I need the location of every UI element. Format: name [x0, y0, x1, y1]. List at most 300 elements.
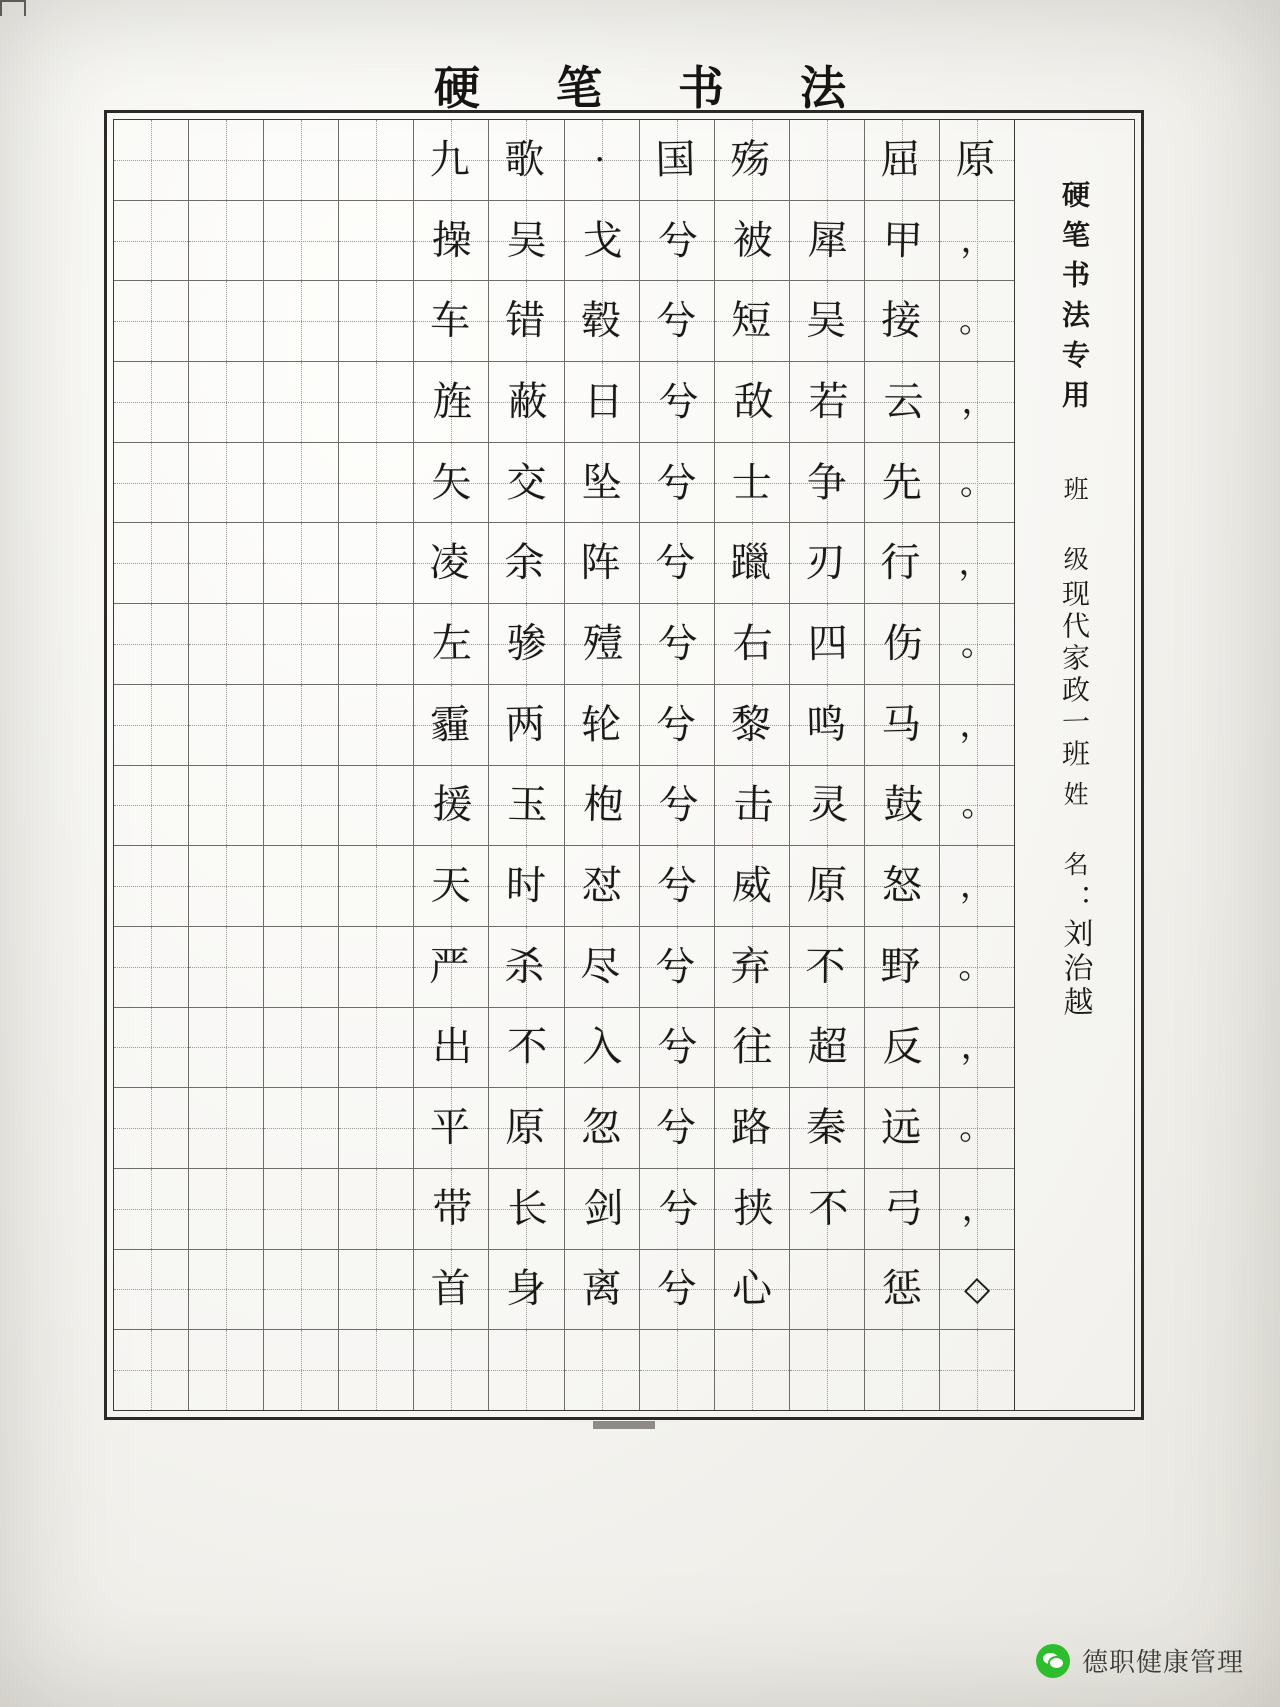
handwritten-character: 援 — [432, 781, 474, 829]
grid-cell — [790, 766, 864, 847]
grid-cell — [414, 766, 488, 847]
grid-cell — [640, 1169, 714, 1250]
grid-cell — [264, 120, 338, 201]
handwritten-character: ， — [960, 1027, 995, 1068]
handwritten-character: 兮 — [654, 540, 696, 587]
handwritten-character: 甲 — [882, 217, 924, 265]
handwritten-character: 蔽 — [507, 378, 549, 426]
grid-cell — [565, 201, 639, 282]
grid-cell — [489, 1008, 563, 1089]
grid-cell — [339, 1088, 413, 1169]
grid-cell — [189, 120, 263, 201]
grid-cell — [940, 685, 1014, 766]
handwritten-character: 弃 — [729, 943, 771, 990]
grid-cell — [865, 766, 939, 847]
handwritten-character: 右 — [732, 620, 773, 668]
grid-cell — [640, 604, 714, 685]
grid-cell — [715, 362, 789, 443]
grid-cell — [865, 927, 939, 1008]
grid-cell — [640, 685, 714, 766]
grid-cell — [489, 1088, 563, 1169]
handwritten-character: 矢 — [431, 459, 472, 506]
grid-cell — [339, 201, 413, 282]
grid-cell — [264, 1330, 338, 1410]
bottom-registration-tick — [593, 1421, 655, 1429]
grid-column — [263, 120, 338, 1410]
grid-cell — [940, 1250, 1014, 1331]
grid-cell — [264, 685, 338, 766]
handwritten-character: ， — [958, 543, 993, 584]
grid-cell — [489, 927, 563, 1008]
handwritten-character: 尽 — [579, 943, 621, 990]
grid-cell — [489, 281, 563, 362]
grid-cell — [940, 201, 1014, 282]
page-title: 硬 笔 书 法 — [433, 61, 877, 115]
sheet-header-column — [1014, 120, 1134, 1410]
handwritten-character: 原 — [505, 1104, 546, 1152]
grid-cell — [489, 362, 563, 443]
grid-cell — [865, 1330, 939, 1410]
handwritten-character: 兮 — [657, 1024, 698, 1071]
grid-cell — [565, 281, 639, 362]
grid-cell — [715, 766, 789, 847]
handwritten-character: 鸣 — [805, 701, 847, 749]
grid-cell — [414, 362, 488, 443]
grid-cell — [414, 1169, 488, 1250]
grid-cell — [640, 523, 714, 604]
handwritten-character: 杀 — [504, 943, 546, 990]
grid-cell — [715, 1088, 789, 1169]
grid-cell — [715, 1250, 789, 1331]
name-label: 姓 名 — [1060, 781, 1090, 884]
grid-cell — [114, 281, 188, 362]
handwritten-character: 伤 — [882, 620, 924, 668]
handwritten-character: 忽 — [580, 1104, 621, 1152]
grid-cell — [414, 443, 488, 524]
handwritten-character: 兮 — [656, 459, 697, 506]
grid-cell — [114, 1169, 188, 1250]
handwritten-character: 兮 — [657, 620, 698, 668]
grid-cell — [264, 281, 338, 362]
grid-cell — [865, 1088, 939, 1169]
handwritten-character: 刃 — [805, 540, 846, 587]
grid-cell — [790, 201, 864, 282]
handwritten-character: 兮 — [658, 378, 699, 426]
grid-cell — [565, 766, 639, 847]
grid-cell — [940, 1088, 1014, 1169]
handwritten-character: 兮 — [656, 862, 697, 910]
grid-cell — [414, 1008, 488, 1089]
handwritten-character: 殪 — [582, 620, 623, 668]
grid-cell — [339, 523, 413, 604]
handwritten-character: 霾 — [430, 701, 472, 749]
grid-cell — [114, 362, 188, 443]
handwritten-character: 超 — [807, 1024, 848, 1071]
grid-cell — [715, 604, 789, 685]
grid-cell — [940, 766, 1014, 847]
grid-cell — [489, 443, 563, 524]
grid-cell — [640, 120, 714, 201]
handwritten-character: 剑 — [582, 1185, 624, 1233]
grid-cell — [114, 685, 188, 766]
grid-cell — [790, 362, 864, 443]
handwritten-character: 左 — [431, 620, 473, 668]
handwritten-character: 长 — [507, 1185, 549, 1233]
handwritten-character: 。 — [959, 462, 994, 503]
grid-cell — [940, 927, 1014, 1008]
handwritten-character: 。 — [958, 300, 994, 342]
grid-cell — [114, 766, 188, 847]
grid-cell — [715, 685, 789, 766]
grid-cell — [790, 927, 864, 1008]
handwritten-character: 坠 — [581, 459, 622, 506]
handwritten-character: 先 — [881, 459, 922, 506]
handwritten-character: 平 — [430, 1104, 471, 1152]
grid-cell — [715, 201, 789, 282]
grid-cell — [189, 766, 263, 847]
grid-cell — [189, 1250, 263, 1331]
handwritten-character: 兮 — [657, 781, 699, 829]
grid-cell — [189, 281, 263, 362]
handwritten-character: 犀 — [807, 217, 849, 265]
grid-cell — [414, 927, 488, 1008]
grid-cell — [189, 685, 263, 766]
grid-cell — [565, 362, 639, 443]
handwritten-character: 错 — [505, 297, 547, 345]
grid-cell — [790, 1008, 864, 1089]
grid-cell — [189, 927, 263, 1008]
grid-cell — [640, 927, 714, 1008]
grid-cell — [489, 523, 563, 604]
grid-cell — [114, 201, 188, 282]
handwritten-character: 怼 — [581, 862, 622, 910]
grid-cell — [940, 120, 1014, 201]
grid-cell — [940, 443, 1014, 524]
handwritten-character: 行 — [880, 540, 921, 587]
grid-cell — [339, 766, 413, 847]
grid-cell — [640, 362, 714, 443]
grid-cell — [414, 120, 488, 201]
grid-cell — [189, 846, 263, 927]
grid-cell — [715, 1008, 789, 1089]
handwritten-character: 出 — [432, 1024, 473, 1071]
wechat-icon — [1036, 1644, 1070, 1678]
handwritten-character: 接 — [880, 297, 922, 345]
grid-cell — [414, 685, 488, 766]
grid-cell — [339, 281, 413, 362]
grid-cell — [565, 1330, 639, 1410]
grid-cell — [339, 685, 413, 766]
grid-cell — [565, 523, 639, 604]
grid-cell — [264, 1088, 338, 1169]
grid-cell — [790, 1250, 864, 1331]
handwritten-character: ， — [959, 865, 995, 907]
character-grid — [114, 120, 1014, 1410]
grid-cell — [640, 281, 714, 362]
grid-cell — [865, 362, 939, 443]
grid-cell — [865, 846, 939, 927]
grid-cell — [114, 523, 188, 604]
handwritten-character: 。 — [958, 1107, 994, 1149]
grid-cell — [114, 604, 188, 685]
grid-cell — [189, 362, 263, 443]
grid-cell — [565, 443, 639, 524]
grid-cell — [339, 927, 413, 1008]
grid-cell — [790, 1088, 864, 1169]
grid-cell — [189, 443, 263, 524]
grid-cell — [264, 846, 338, 927]
grid-cell — [715, 846, 789, 927]
writing-sheet-frame — [104, 110, 1144, 1420]
grid-cell — [339, 1330, 413, 1410]
grid-column — [338, 120, 413, 1410]
grid-cell — [489, 201, 563, 282]
grid-column — [714, 120, 789, 1410]
handwritten-character: 秦 — [805, 1104, 847, 1152]
grid-cell — [114, 1250, 188, 1331]
handwritten-character: 殇 — [729, 136, 771, 184]
handwritten-character: 挟 — [732, 1185, 774, 1233]
handwritten-character: 轮 — [580, 701, 622, 749]
grid-cell — [790, 1330, 864, 1410]
handwritten-character: 毂 — [580, 297, 622, 345]
handwritten-character: 敌 — [733, 378, 774, 426]
grid-cell — [339, 362, 413, 443]
grid-cell — [940, 604, 1014, 685]
handwritten-character: 骖 — [506, 620, 548, 668]
grid-cell — [114, 1330, 188, 1410]
handwritten-character: 身 — [505, 1266, 548, 1313]
footer-label: 德职健康管理 — [1081, 1648, 1244, 1678]
grid-cell — [264, 362, 338, 443]
handwritten-character: ◇ — [963, 1269, 991, 1310]
grid-cell — [414, 281, 488, 362]
grid-cell — [715, 443, 789, 524]
grid-column — [564, 120, 639, 1410]
grid-cell — [489, 766, 563, 847]
grid-cell — [715, 120, 789, 201]
handwritten-character: 躐 — [729, 540, 771, 587]
grid-cell — [865, 281, 939, 362]
grid-cell — [565, 120, 639, 201]
handwritten-character: 余 — [504, 540, 546, 587]
handwritten-character: 。 — [960, 623, 996, 665]
handwritten-character: 马 — [880, 701, 922, 749]
grid-cell — [339, 1008, 413, 1089]
grid-cell — [865, 1169, 939, 1250]
handwritten-character: 兮 — [657, 1185, 699, 1233]
grid-cell — [715, 1330, 789, 1410]
handwritten-character: · — [594, 139, 606, 181]
handwritten-character: 阵 — [579, 540, 621, 587]
grid-cell — [264, 766, 338, 847]
handwritten-character: 争 — [806, 459, 847, 506]
grid-cell — [565, 1088, 639, 1169]
handwritten-character: 短 — [730, 297, 772, 345]
handwritten-character: 反 — [882, 1024, 923, 1071]
class-label: 班 级 — [1060, 476, 1090, 579]
grid-column — [789, 120, 864, 1410]
grid-cell — [640, 1088, 714, 1169]
handwritten-character: 歌 — [504, 136, 546, 184]
handwritten-character: ， — [960, 220, 996, 261]
grid-cell — [489, 1169, 563, 1250]
handwritten-character: 严 — [429, 943, 470, 990]
handwritten-character: 兮 — [654, 943, 696, 990]
handwritten-character: ， — [961, 1188, 996, 1230]
handwritten-character: 原 — [806, 862, 848, 910]
handwritten-character: 车 — [430, 297, 471, 345]
grid-cell — [565, 927, 639, 1008]
grid-cell — [339, 1169, 413, 1250]
grid-cell — [640, 1008, 714, 1089]
grid-cell — [414, 201, 488, 282]
grid-cell — [414, 846, 488, 927]
grid-cell — [264, 1169, 338, 1250]
handwritten-character: 枹 — [582, 781, 624, 829]
grid-cell — [414, 1250, 488, 1331]
handwritten-character: 士 — [731, 459, 772, 506]
handwritten-character: 弓 — [883, 1185, 924, 1233]
handwritten-character: 不 — [805, 943, 846, 990]
handwritten-character: 离 — [581, 1266, 623, 1313]
grid-cell — [114, 1088, 188, 1169]
grid-cell — [264, 604, 338, 685]
grid-cell — [489, 120, 563, 201]
handwritten-character: 被 — [731, 217, 774, 265]
handwritten-character: 玉 — [507, 781, 549, 829]
grid-cell — [264, 927, 338, 1008]
handwritten-character: 野 — [880, 943, 921, 990]
grid-cell — [414, 1330, 488, 1410]
handwritten-character: 心 — [731, 1266, 773, 1313]
grid-cell — [640, 1250, 714, 1331]
handwritten-character: 往 — [732, 1024, 773, 1071]
grid-cell — [489, 846, 563, 927]
handwritten-character: 云 — [883, 378, 924, 426]
grid-cell — [640, 443, 714, 524]
grid-cell — [865, 443, 939, 524]
grid-column — [114, 120, 188, 1410]
handwritten-character: 兮 — [655, 297, 697, 345]
handwritten-character: 四 — [807, 620, 848, 668]
class-value: 现代家政一班 — [1058, 578, 1091, 772]
grid-cell — [114, 120, 188, 201]
grid-cell — [790, 120, 864, 201]
grid-cell — [189, 1330, 263, 1410]
grid-cell — [189, 1008, 263, 1089]
grid-cell — [940, 1008, 1014, 1089]
grid-cell — [940, 281, 1014, 362]
grid-cell — [414, 523, 488, 604]
grid-cell — [790, 846, 864, 927]
grid-cell — [865, 201, 939, 282]
grid-cell — [940, 362, 1014, 443]
grid-column — [939, 120, 1014, 1410]
grid-cell — [790, 604, 864, 685]
grid-cell — [565, 1008, 639, 1089]
grid-cell — [339, 604, 413, 685]
grid-cell — [264, 1250, 338, 1331]
handwritten-character: 凌 — [429, 540, 470, 587]
grid-cell — [865, 1250, 939, 1331]
grid-cell — [640, 766, 714, 847]
handwritten-character: 怒 — [881, 862, 923, 910]
grid-cell — [865, 120, 939, 201]
handwritten-character: 惩 — [881, 1266, 923, 1313]
handwritten-character: 。 — [961, 784, 997, 826]
grid-cell — [189, 201, 263, 282]
grid-cell — [339, 443, 413, 524]
grid-cell — [940, 523, 1014, 604]
handwritten-character: 交 — [506, 459, 547, 506]
handwritten-character: 兮 — [655, 1104, 697, 1152]
handwritten-character: 击 — [732, 781, 774, 829]
grid-cell — [790, 523, 864, 604]
grid-cell — [114, 927, 188, 1008]
handwritten-character: 兮 — [655, 701, 697, 749]
grid-column — [864, 120, 939, 1410]
handwritten-character: ， — [958, 704, 994, 746]
handwritten-character: 原 — [954, 136, 996, 184]
grid-cell — [790, 685, 864, 766]
grid-cell — [640, 201, 714, 282]
grid-cell — [565, 846, 639, 927]
handwritten-character: 两 — [505, 701, 547, 749]
grid-cell — [189, 1169, 263, 1250]
grid-cell — [865, 523, 939, 604]
grid-cell — [189, 604, 263, 685]
grid-cell — [489, 685, 563, 766]
handwritten-character: 屈 — [879, 136, 921, 184]
handwritten-character: 路 — [730, 1104, 772, 1152]
handwritten-character: 吴 — [805, 297, 847, 345]
sheet-label: 硬笔书法专用 — [1058, 180, 1091, 420]
grid-cell — [790, 1169, 864, 1250]
handwritten-character: 若 — [808, 378, 849, 426]
grid-cell — [264, 443, 338, 524]
handwritten-character: 不 — [507, 1024, 548, 1071]
handwritten-character: ， — [961, 381, 996, 423]
handwritten-character: 天 — [431, 862, 472, 910]
grid-cell — [414, 604, 488, 685]
handwritten-character: 九 — [429, 136, 471, 184]
grid-cell — [189, 1088, 263, 1169]
grid-cell — [715, 927, 789, 1008]
handwritten-character: 威 — [731, 862, 773, 910]
grid-cell — [489, 1250, 563, 1331]
grid-cell — [339, 120, 413, 201]
handwritten-character: 旌 — [432, 378, 474, 426]
handwritten-character: 带 — [432, 1185, 474, 1233]
grid-cell — [940, 1169, 1014, 1250]
grid-cell — [865, 685, 939, 766]
grid-column — [413, 120, 488, 1410]
grid-cell — [114, 443, 188, 524]
grid-cell — [565, 1169, 639, 1250]
handwritten-character: 灵 — [807, 781, 849, 829]
registration-mark-top-right — [0, 0, 26, 26]
handwritten-character: 国 — [654, 136, 696, 184]
grid-cell — [339, 1250, 413, 1331]
grid-column — [488, 120, 563, 1410]
grid-cell — [489, 1330, 563, 1410]
handwritten-character: 黎 — [730, 701, 772, 749]
grid-column — [188, 120, 263, 1410]
grid-cell — [715, 523, 789, 604]
grid-cell — [790, 281, 864, 362]
handwritten-character: 首 — [430, 1266, 472, 1313]
